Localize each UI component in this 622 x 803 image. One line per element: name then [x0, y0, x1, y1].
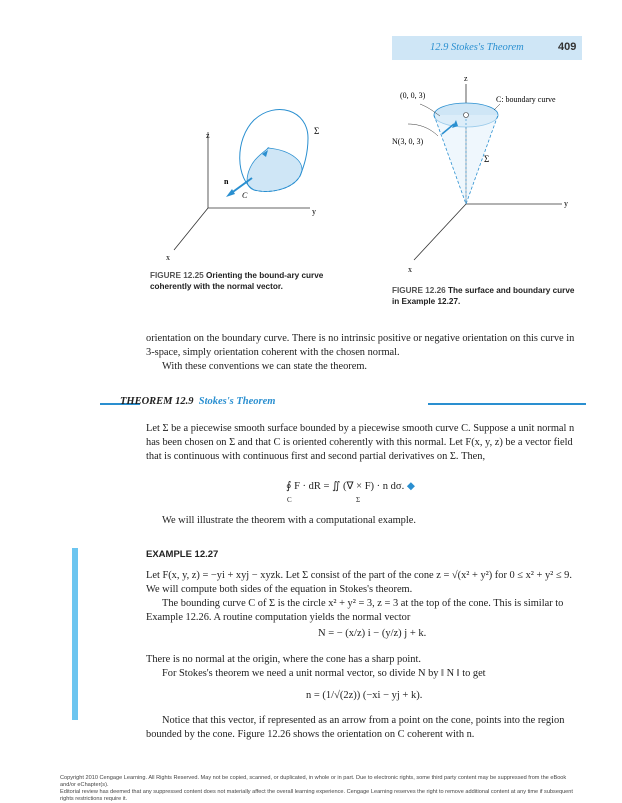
theorem-statement: Let Σ be a piecewise smooth surface bounded by a piecewise smooth curve C. Suppose a unit normal n has been chosen on Σ and that C is oriented coherently with this normal. Let F(x, y, z) be a vector field that is continuous with continuous first and second partial derivatives on Σ. Then, — [146, 423, 575, 462]
fig26-x-label: x — [408, 265, 412, 274]
unit-normal-equation: n = (1/√(2z)) (−xi − yj + k). — [306, 690, 423, 701]
example-paragraph-3: There is no normal at the origin, where the cone has a sharp point. — [146, 654, 421, 665]
intro-follow: With these conventions we can state the theorem. — [162, 361, 368, 372]
page-number: 409 — [558, 41, 577, 53]
figure-12-25-caption — [150, 270, 328, 292]
sigma-base-region — [247, 148, 302, 192]
x-axis — [174, 208, 208, 250]
fig26-z-label: z — [464, 74, 468, 83]
example-paragraph-1: Let F(x, y, z) = −yi + xyj − xyzk. Let Σ consist of the part of the cone z = √(x² + y²) for 0 ≤ x² + y² ≤ 9. We will compute both sides of the equation in Stokes's theorem. — [146, 570, 572, 595]
fig25-c-label: C — [242, 191, 248, 200]
fig26-curve-label: C: boundary curve — [496, 95, 556, 104]
figure-12-26-caption — [392, 285, 582, 307]
equation-lhs: ∮ F · dR = — [286, 481, 330, 492]
copyright-footer — [60, 775, 580, 803]
example-title: EXAMPLE 12.27 — [146, 549, 219, 560]
example-paragraph-2: The bounding curve C of Σ is the circle x² + y² = 3, z = 3 at the top of the cone. This is similar to Example 12.26. A routine computation yields the normal vector — [146, 598, 564, 623]
fig25-n-label: n — [224, 177, 229, 186]
fig26-caption-label: FIGURE 12.26 — [392, 286, 446, 295]
top-point — [464, 113, 469, 118]
example-paragraph-5: Notice that this vector, if represented as an arrow from a point on the cone, points into the region bounded by the cone. Figure 12.26 shows the orientation on C coherent with n. — [146, 715, 565, 740]
stokes-equation — [286, 480, 415, 492]
figure-12-25 — [150, 90, 340, 265]
fig25-y-label: y — [312, 207, 316, 216]
fig25-z-label: z — [206, 131, 210, 140]
fig26-sigma-label: Σ — [484, 154, 490, 164]
theorem-label: THEOREM 12.9 — [120, 396, 194, 407]
figure-12-26 — [372, 72, 572, 282]
fig25-caption-text: Orienting the bound-ary curve coherently with the normal vector. — [150, 271, 324, 291]
fig26-y-label: y — [564, 199, 568, 208]
theorem-rule-right — [428, 403, 586, 405]
fig26-top-point-label: (0, 0, 3) — [400, 91, 426, 100]
equation-sub-c: C — [287, 496, 292, 504]
fig25-sigma-label: Σ — [314, 126, 320, 136]
fig25-x-label: x — [166, 253, 170, 262]
example-side-bar — [72, 548, 78, 720]
fig25-caption-label: FIGURE 12.25 — [150, 271, 204, 280]
fig26-caption-text: The surface and boundary curve in Example 12.27. — [392, 286, 575, 306]
intro-paragraph: orientation on the boundary curve. There is no intrinsic positive or negative orientation on this curve in 3-space, simply orientation coherent with the chosen normal. — [146, 333, 575, 358]
fig26-normal-point-label: N(3, 0, 3) — [392, 137, 424, 146]
footer-line-2: Editorial review has deemed that any suppressed content does not materially affect the overall learning experience. Cengage Learning reserves the right to remove additional content at any time if subsequent rights restrictions require it. — [60, 789, 573, 802]
equation-rhs: ∬ (∇ × F) · n dσ. — [332, 481, 405, 492]
footer-line-1: Copyright 2010 Cengage Learning. All Rights Reserved. May not be copied, scanned, or duplicated, in whole or in part. Due to electronic rights, some third party content may be suppressed from the eBook and/or eChapter(s). — [60, 775, 567, 788]
example-paragraph-4: For Stokes's theorem we need a unit normal vector, so divide N by ‖ N ‖ to get — [162, 668, 486, 679]
normal-vector-equation: N = − (x/z) i − (y/z) j + k. — [318, 628, 427, 639]
equation-sub-sigma: Σ — [356, 496, 361, 504]
theorem-heading — [120, 396, 275, 407]
theorem-name: Stokes's Theorem — [198, 396, 276, 407]
end-of-theorem-icon: ◆ — [406, 481, 415, 492]
running-head-section: 12.9 Stokes's Theorem — [430, 42, 524, 53]
transition-sentence: We will illustrate the theorem with a computational example. — [162, 515, 416, 526]
x-axis — [414, 204, 466, 260]
